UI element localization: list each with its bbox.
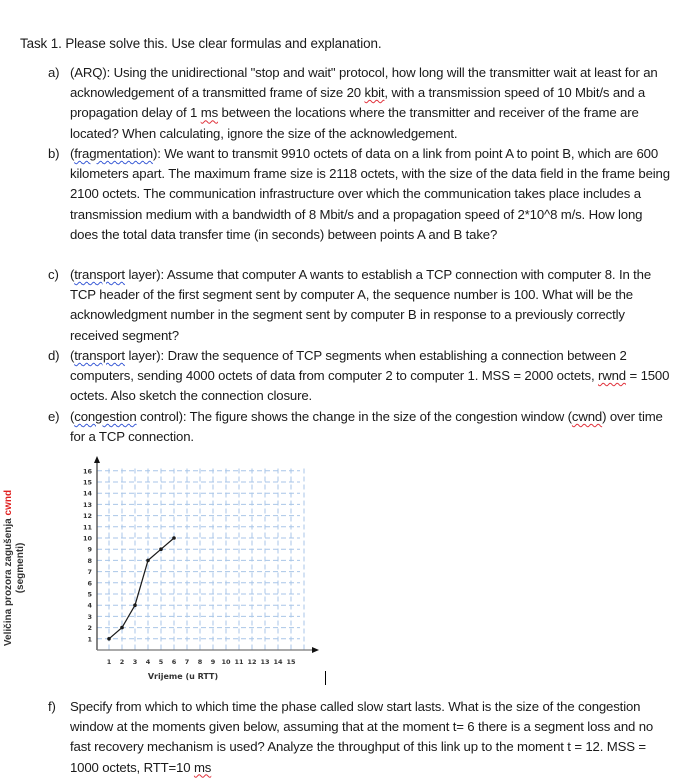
question-b <box>48 144 673 245</box>
ylabel-sub: (segmenti) <box>15 542 26 594</box>
spellcheck-flagged-word: rwnd <box>598 368 626 384</box>
svg-text:6: 6 <box>171 658 177 666</box>
text-run: (ARQ): Using the unidirectional "stop and wait" protocol, how long will the transmitter wait at least for an acknowledgement of a transmitted frame of size 20 <box>70 65 658 101</box>
svg-text:14: 14 <box>82 489 92 498</box>
text-run: control): The figure shows the change in the size of the congestion window ( <box>136 409 572 424</box>
text-run: ( <box>70 267 75 282</box>
item-marker: c) <box>48 267 59 282</box>
svg-text:9: 9 <box>87 545 92 554</box>
text-run: Specify from which to which time the phase called slow start lasts. What is the size of the congestion window at the moments given below, assuming that at the moment t= 6 there is a segment loss and no fast recovery mechanism is used? Analyze the throughput of this link up to the moment t = 12. MSS = 1000 octets, RTT=10 <box>70 699 654 775</box>
ylabel-highlight: cwnd <box>3 489 14 516</box>
svg-text:15: 15 <box>82 478 92 487</box>
svg-text:1: 1 <box>106 658 112 666</box>
item-marker: f) <box>48 699 56 714</box>
text-run: layer): Draw the sequence of TCP segments when establishing a connection between 2 computers, sending 4000 octets of data from computer 2 to computer 1. MSS = 2000 octets, <box>70 348 627 384</box>
spellcheck-flagged-word: ms <box>200 105 219 121</box>
spellcheck-flagged-word: transport <box>74 348 125 363</box>
question-c <box>48 265 673 346</box>
item-text <box>70 346 673 407</box>
svg-text:16: 16 <box>82 467 92 476</box>
chart-tick-labels <box>83 467 296 666</box>
spellcheck-flagged-word: congestion <box>74 409 137 424</box>
svg-text:3: 3 <box>87 612 92 621</box>
text-run: ( <box>70 409 75 424</box>
chart-axes <box>94 456 319 653</box>
item-text <box>70 697 673 778</box>
svg-text:3: 3 <box>132 658 138 666</box>
item-text <box>70 144 673 245</box>
text-run: , with a transmission speed of 10 Mbit/s and a propagation delay of 1 <box>70 85 646 121</box>
text-run: = 1500 octets. Also sketch the connection closure. <box>70 368 670 404</box>
svg-text:13: 13 <box>82 500 92 509</box>
svg-text:11: 11 <box>82 523 92 532</box>
svg-text:2: 2 <box>87 624 92 633</box>
text-run: ) over time for a TCP connection. <box>70 409 663 445</box>
spellcheck-flagged-word: ms <box>193 759 212 775</box>
svg-text:15: 15 <box>286 658 296 666</box>
svg-text:5: 5 <box>87 590 92 599</box>
svg-text:8: 8 <box>87 556 92 565</box>
chart-series-cwnd <box>107 536 176 640</box>
chart-grid <box>97 469 304 650</box>
spellcheck-flagged-word: fragmentation <box>74 146 153 161</box>
item-text <box>70 407 673 447</box>
item-text <box>70 265 673 346</box>
ylabel-main: Veličina prozora zagušenja <box>3 515 14 647</box>
question-a <box>48 63 673 144</box>
svg-text:7: 7 <box>87 568 92 577</box>
svg-text:12: 12 <box>82 512 92 521</box>
task-title: Task 1. Please solve this. Use clear formulas and explanation. <box>20 36 382 51</box>
svg-text:4: 4 <box>145 658 151 666</box>
svg-text:13: 13 <box>260 658 270 666</box>
spellcheck-flagged-word: cwnd <box>571 409 603 424</box>
svg-text:11: 11 <box>234 658 244 666</box>
svg-text:1: 1 <box>87 635 92 644</box>
svg-text:10: 10 <box>221 658 231 666</box>
svg-text:7: 7 <box>184 658 190 666</box>
chart-y-axis-label <box>3 458 26 678</box>
text-run: between the locations where the transmitter and receiver of the frame are located? When calculating, ignore the size of the acknowledgement. <box>70 105 639 141</box>
question-f <box>48 697 673 778</box>
spellcheck-flagged-word: kbit <box>364 85 385 101</box>
text-run: layer): Assume that computer A wants to establish a TCP connection with computer 8. In the TCP header of the first segment sent by computer A, the sequence number is 100. What will be the acknowledgment number in the segment sent by computer B in response to a previously correctly received segment? <box>70 267 652 343</box>
svg-text:5: 5 <box>158 658 164 666</box>
svg-text:10: 10 <box>82 534 92 543</box>
text-cursor <box>325 671 326 685</box>
svg-text:14: 14 <box>273 658 283 666</box>
item-marker: a) <box>48 65 60 80</box>
question-e <box>48 407 673 447</box>
svg-text:6: 6 <box>87 579 92 588</box>
item-text <box>70 63 673 144</box>
cwnd-chart <box>50 455 330 690</box>
svg-text:4: 4 <box>87 601 92 610</box>
svg-text:9: 9 <box>210 658 216 666</box>
svg-text:12: 12 <box>247 658 257 666</box>
item-marker: d) <box>48 348 60 363</box>
spellcheck-flagged-word: transport <box>74 267 125 282</box>
svg-text:2: 2 <box>119 658 125 666</box>
text-run: ): We want to transmit 9910 octets of data on a link from point A to point B, which are 600 kilometers apart. The maximum frame size is 2118 octets, with the size of the data field in the frame being 2100 octets. The communication infrastructure over which the communication takes place includes a transmission medium with a bandwidth of 8 Mbit/s and a propagation speed of 2*10^8 m/s. How long does the total data transfer time (in seconds) between points A and B take? <box>70 146 670 242</box>
question-d <box>48 346 673 407</box>
chart-x-axis-label: Vrijeme (u RTT) <box>147 672 219 681</box>
text-run: ( <box>70 146 75 161</box>
item-marker: b) <box>48 146 60 161</box>
item-marker: e) <box>48 409 60 424</box>
text-run: ( <box>70 348 75 363</box>
svg-text:8: 8 <box>197 658 203 666</box>
